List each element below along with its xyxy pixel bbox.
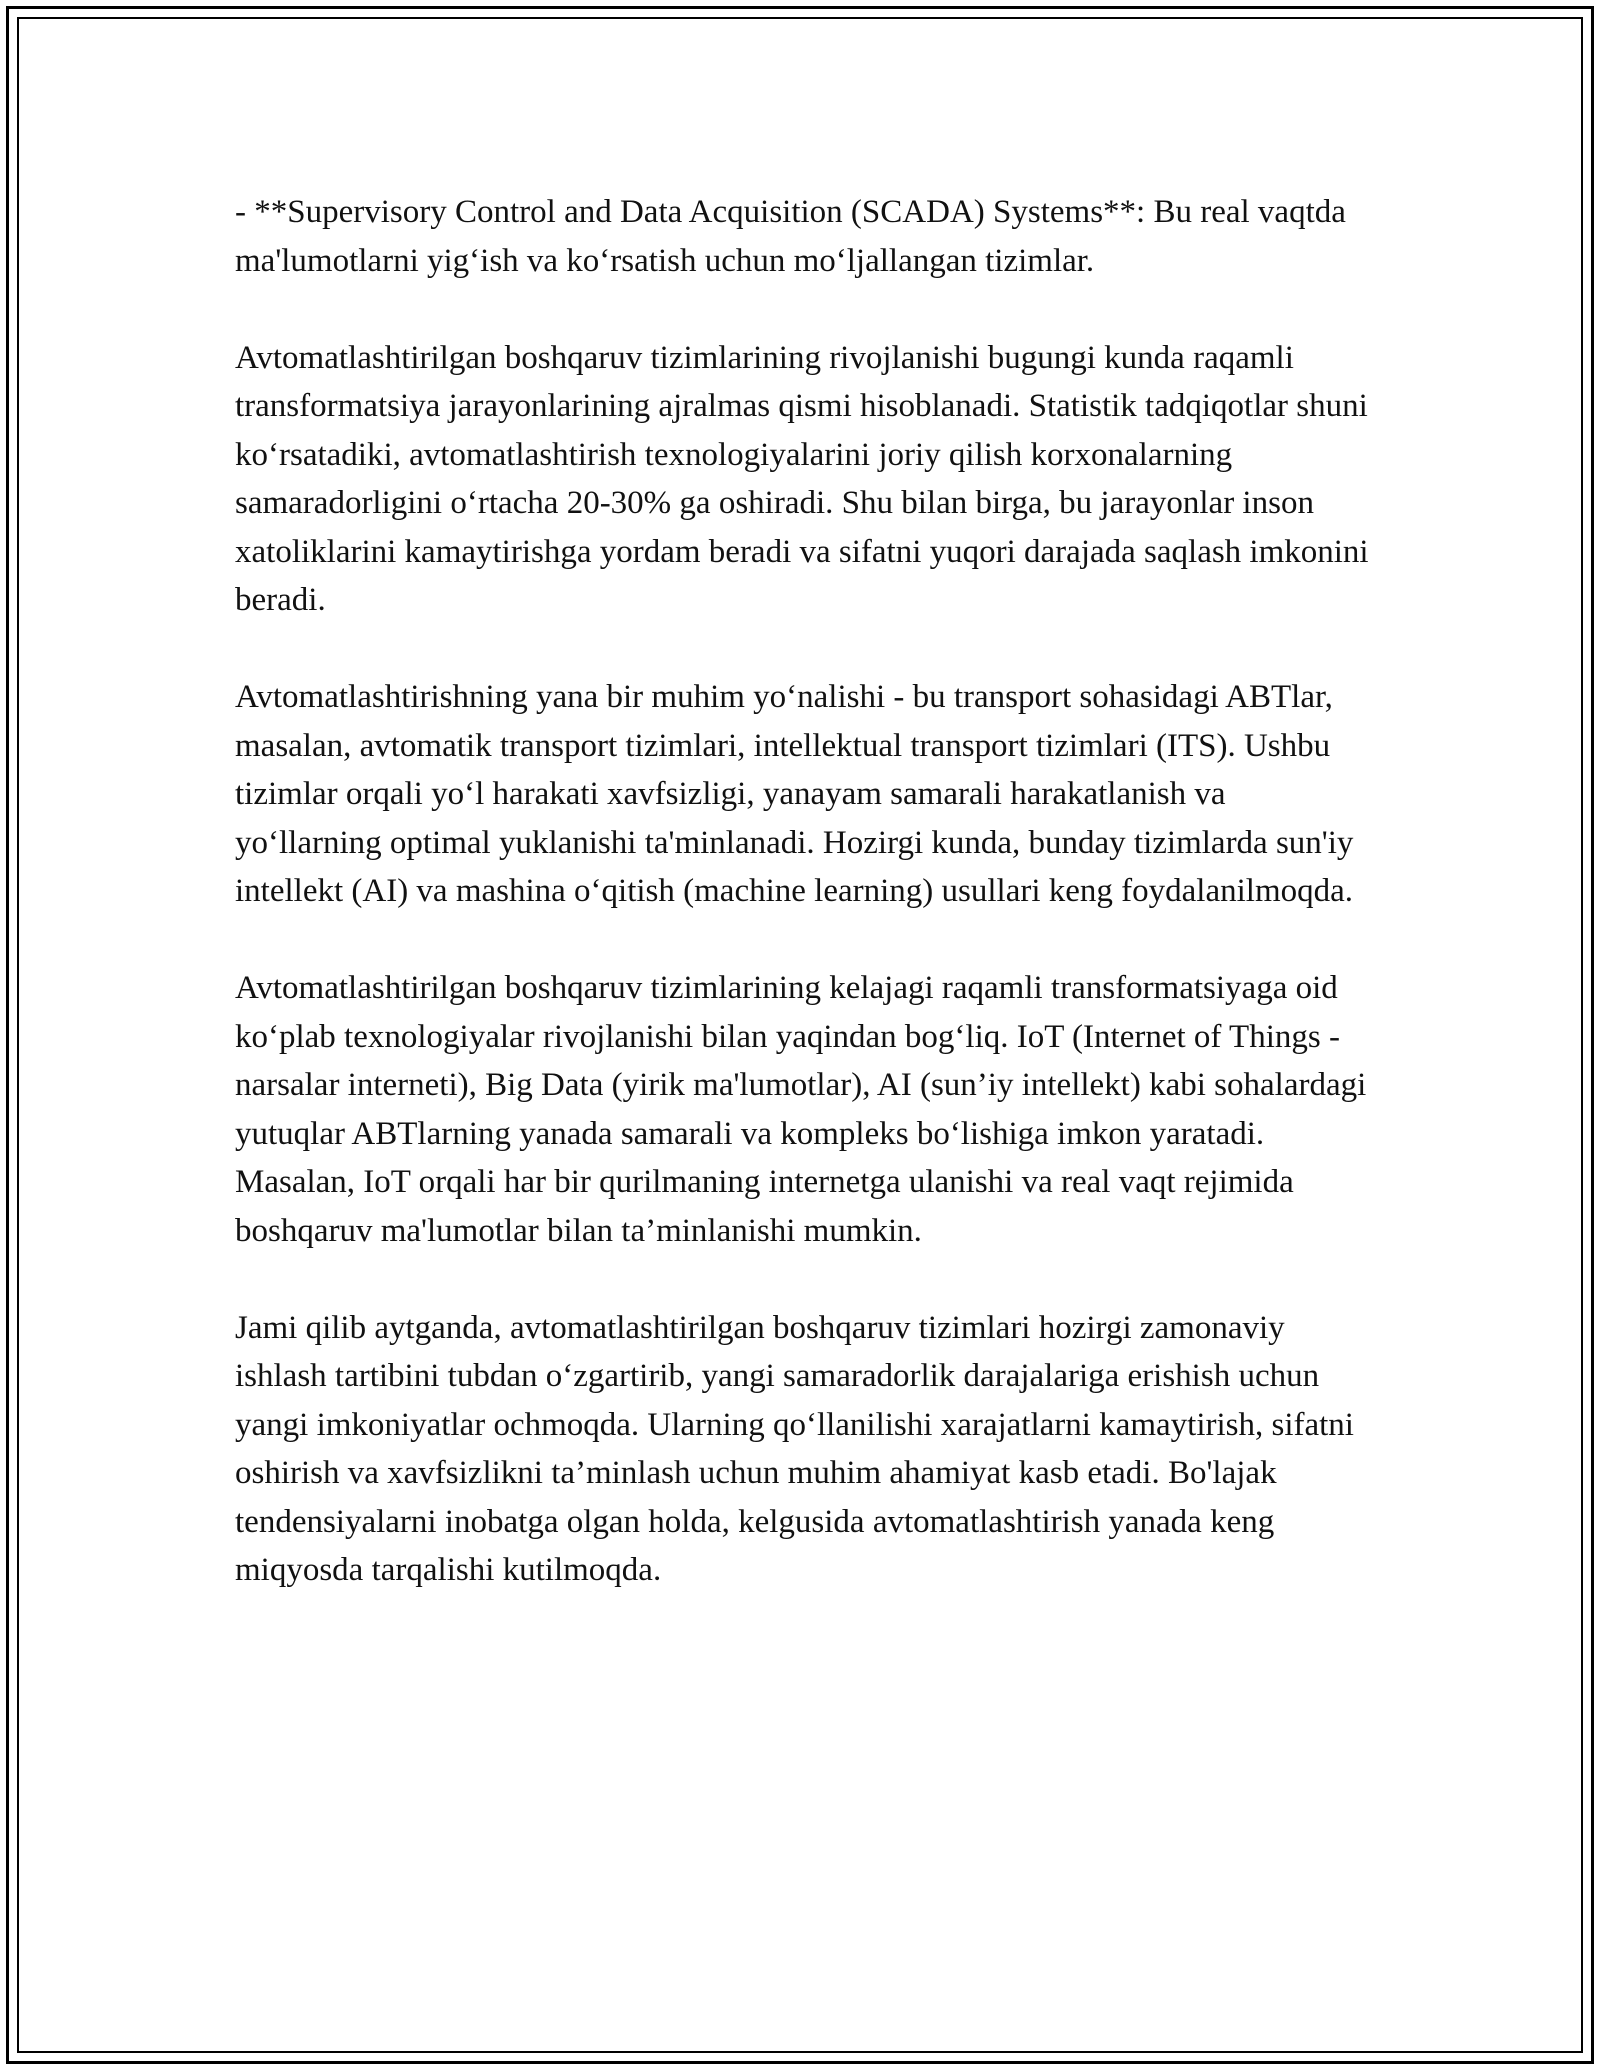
paragraph-development: Avtomatlashtirilgan boshqaruv tizimlarining rivojlanishi bugungi kunda raqamli transformatsiya jarayonlarining ajralmas qismi hisoblanadi. Statistik tadqiqotlar shuni ko‘rsatadiki, avtomatlashtirish texnologiyalarini joriy qilish korxonalarning samaradorligini o‘rtacha 20-30% ga oshiradi. Shu bilan birga, bu jarayonlar inson xatoliklarini kamaytirishga yordam beradi va sifatni yuqori darajada saqlash imkonini beradi.	[235, 339, 1369, 618]
paragraph-scada: - **Supervisory Control and Data Acquisition (SCADA) Systems**: Bu real vaqtda ma'lumotlarni yig‘ish va ko‘rsatish uchun mo‘ljallangan tizimlar.	[235, 194, 1346, 279]
paragraph-future: Avtomatlashtirilgan boshqaruv tizimlarining kelajagi raqamli transformatsiyaga oid ko‘plab texnologiyalar rivojlanishi bilan yaqindan bog‘liq. IoT (Internet of Things - narsalar interneti), Big Data (yirik ma'lumotlar), AI (sun’iy intellekt) kabi sohalardagi yutuqlar ABTlarning yanada samarali va kompleks bo‘lishiga imkon yaratadi. Masalan, IoT orqali har bir qurilmaning internetga ulanishi va real vaqt rejimida boshqaruv ma'lumotlar bilan ta’minlanishi mumkin.	[235, 970, 1367, 1249]
paragraph-conclusion: Jami qilib aytganda, avtomatlashtirilgan boshqaruv tizimlari hozirgi zamonaviy ishlash tartibini tubdan o‘zgartirib, yangi samaradorlik darajalariga erishish uchun yangi imkoniyatlar ochmoqda. Ularning qo‘llanilishi xarajatlarni kamaytirish, sifatni oshirish va xavfsizlikni ta’minlash uchun muhim ahamiyat kasb etadi. Bo'lajak tendensiyalarni inobatga olgan holda, kelgusida avtomatlashtirish yanada keng miqyosda tarqalishi kutilmoqda.	[235, 1309, 1354, 1588]
document-body	[235, 188, 1375, 1643]
paragraph-transport: Avtomatlashtirishning yana bir muhim yo‘nalishi - bu transport sohasidagi ABTlar, masalan, avtomatik transport tizimlari, intellektual transport tizimlari (ITS). Ushbu tizimlar orqali yo‘l harakati xavfsizligi, yanayam samarali harakatlanish va yo‘llarning optimal yuklanishi ta'minlanadi. Hozirgi kunda, bunday tizimlarda sun'iy intellekt (AI) va mashina o‘qitish (machine learning) usullari keng foydalanilmoqda.	[235, 679, 1354, 909]
